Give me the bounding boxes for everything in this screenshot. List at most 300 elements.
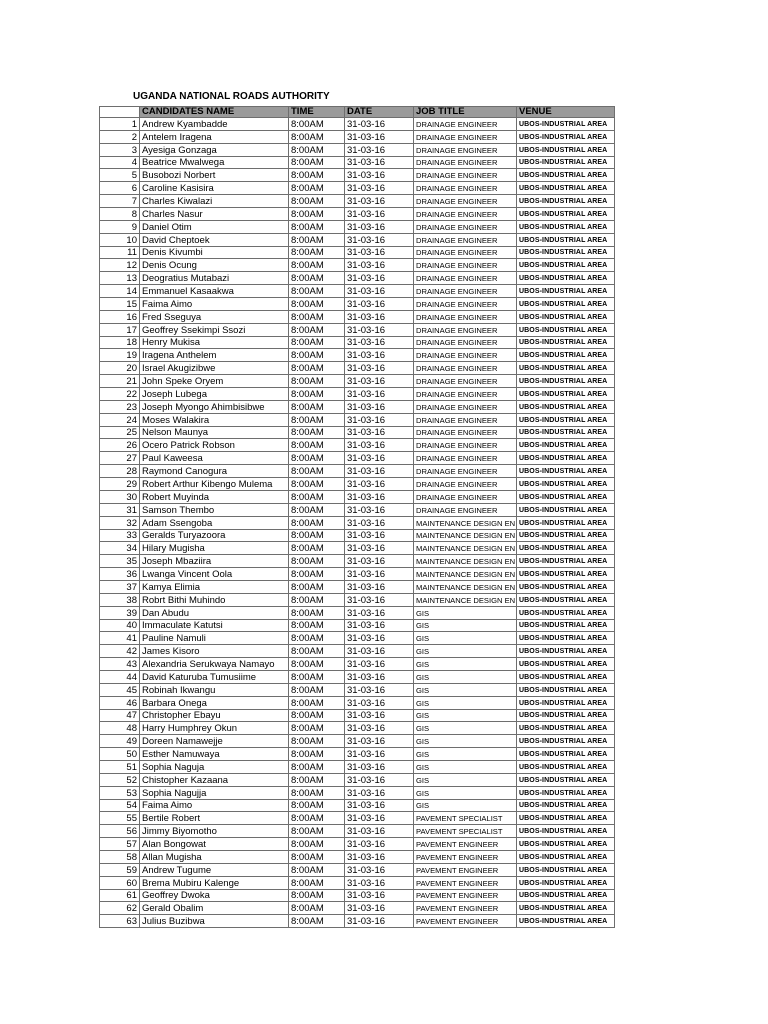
candidate-name: Charles Kiwalazi — [140, 195, 289, 208]
row-number: 54 — [100, 799, 140, 812]
time-cell: 8:00AM — [289, 619, 345, 632]
row-number: 26 — [100, 439, 140, 452]
venue-cell: UBOS-INDUSTRIAL AREA — [517, 310, 615, 323]
candidate-name: Kamya Elimia — [140, 580, 289, 593]
table-row — [100, 362, 615, 375]
candidate-name: Bertile Robert — [140, 812, 289, 825]
candidate-name: Joseph Mbaziira — [140, 555, 289, 568]
table-row — [100, 233, 615, 246]
table-row — [100, 902, 615, 915]
date-cell: 31-03-16 — [345, 696, 414, 709]
time-cell: 8:00AM — [289, 452, 345, 465]
date-cell: 31-03-16 — [345, 645, 414, 658]
table-row — [100, 812, 615, 825]
candidate-name: Raymond Canogura — [140, 465, 289, 478]
row-number: 46 — [100, 696, 140, 709]
table-row — [100, 259, 615, 272]
job-title-cell: DRAINAGE ENGINEER — [414, 478, 517, 491]
candidate-name: Julius Buzibwa — [140, 915, 289, 928]
date-cell: 31-03-16 — [345, 555, 414, 568]
row-number: 55 — [100, 812, 140, 825]
venue-cell: UBOS-INDUSTRIAL AREA — [517, 195, 615, 208]
candidate-name: Denis Kivumbi — [140, 246, 289, 259]
venue-cell: UBOS-INDUSTRIAL AREA — [517, 452, 615, 465]
time-cell: 8:00AM — [289, 773, 345, 786]
job-title-cell: MAINTENANCE DESIGN EN — [414, 593, 517, 606]
table-row — [100, 400, 615, 413]
date-cell: 31-03-16 — [345, 786, 414, 799]
date-cell: 31-03-16 — [345, 426, 414, 439]
table-row — [100, 413, 615, 426]
candidate-name: Adam Ssengoba — [140, 516, 289, 529]
table-row — [100, 748, 615, 761]
date-cell: 31-03-16 — [345, 889, 414, 902]
table-row — [100, 130, 615, 143]
venue-cell: UBOS-INDUSTRIAL AREA — [517, 555, 615, 568]
table-row — [100, 799, 615, 812]
job-title-cell: GIS — [414, 799, 517, 812]
venue-cell: UBOS-INDUSTRIAL AREA — [517, 645, 615, 658]
date-cell: 31-03-16 — [345, 632, 414, 645]
table-row — [100, 439, 615, 452]
table-row — [100, 285, 615, 298]
date-cell: 31-03-16 — [345, 722, 414, 735]
row-number: 8 — [100, 208, 140, 221]
candidate-name: Ocero Patrick Robson — [140, 439, 289, 452]
date-cell: 31-03-16 — [345, 400, 414, 413]
candidate-name: Doreen Namawejje — [140, 735, 289, 748]
job-title-cell: DRAINAGE ENGINEER — [414, 362, 517, 375]
venue-cell: UBOS-INDUSTRIAL AREA — [517, 413, 615, 426]
candidate-name: Pauline Namuli — [140, 632, 289, 645]
candidate-name: Henry Mukisa — [140, 336, 289, 349]
candidate-name: Alan Bongowat — [140, 838, 289, 851]
job-title-cell: DRAINAGE ENGINEER — [414, 169, 517, 182]
time-cell: 8:00AM — [289, 760, 345, 773]
table-row — [100, 310, 615, 323]
table-row — [100, 580, 615, 593]
date-cell: 31-03-16 — [345, 876, 414, 889]
candidate-name: Harry Humphrey Okun — [140, 722, 289, 735]
job-title-cell: GIS — [414, 645, 517, 658]
venue-cell: UBOS-INDUSTRIAL AREA — [517, 902, 615, 915]
venue-cell: UBOS-INDUSTRIAL AREA — [517, 426, 615, 439]
table-row — [100, 645, 615, 658]
table-row — [100, 375, 615, 388]
row-number: 59 — [100, 863, 140, 876]
time-cell: 8:00AM — [289, 529, 345, 542]
date-cell: 31-03-16 — [345, 850, 414, 863]
table-row — [100, 323, 615, 336]
time-cell: 8:00AM — [289, 632, 345, 645]
job-title-cell: DRAINAGE ENGINEER — [414, 259, 517, 272]
candidate-name: Andrew Kyambadde — [140, 118, 289, 131]
time-cell: 8:00AM — [289, 195, 345, 208]
job-title-cell: PAVEMENT ENGINEER — [414, 902, 517, 915]
row-number: 41 — [100, 632, 140, 645]
table-row — [100, 272, 615, 285]
venue-cell: UBOS-INDUSTRIAL AREA — [517, 760, 615, 773]
venue-cell: UBOS-INDUSTRIAL AREA — [517, 400, 615, 413]
job-title-cell: DRAINAGE ENGINEER — [414, 272, 517, 285]
candidate-name: Moses Walakira — [140, 413, 289, 426]
venue-cell: UBOS-INDUSTRIAL AREA — [517, 298, 615, 311]
date-cell: 31-03-16 — [345, 863, 414, 876]
candidate-name: Busobozi Norbert — [140, 169, 289, 182]
time-cell: 8:00AM — [289, 568, 345, 581]
time-cell: 8:00AM — [289, 709, 345, 722]
time-cell: 8:00AM — [289, 272, 345, 285]
time-cell: 8:00AM — [289, 683, 345, 696]
row-number: 34 — [100, 542, 140, 555]
venue-cell: UBOS-INDUSTRIAL AREA — [517, 233, 615, 246]
job-title-cell: PAVEMENT ENGINEER — [414, 838, 517, 851]
candidate-name: Charles Nasur — [140, 208, 289, 221]
row-number: 25 — [100, 426, 140, 439]
time-cell: 8:00AM — [289, 658, 345, 671]
date-cell: 31-03-16 — [345, 169, 414, 182]
row-number: 30 — [100, 490, 140, 503]
time-cell: 8:00AM — [289, 670, 345, 683]
header-date: DATE — [345, 107, 414, 118]
venue-cell: UBOS-INDUSTRIAL AREA — [517, 658, 615, 671]
table-row — [100, 863, 615, 876]
table-row — [100, 593, 615, 606]
venue-cell: UBOS-INDUSTRIAL AREA — [517, 748, 615, 761]
date-cell: 31-03-16 — [345, 658, 414, 671]
row-number: 20 — [100, 362, 140, 375]
row-number: 53 — [100, 786, 140, 799]
venue-cell: UBOS-INDUSTRIAL AREA — [517, 246, 615, 259]
row-number: 39 — [100, 606, 140, 619]
job-title-cell: PAVEMENT ENGINEER — [414, 850, 517, 863]
venue-cell: UBOS-INDUSTRIAL AREA — [517, 889, 615, 902]
candidate-name: Robinah Ikwangu — [140, 683, 289, 696]
candidates-table — [99, 106, 615, 928]
job-title-cell: DRAINAGE ENGINEER — [414, 452, 517, 465]
document-title: UGANDA NATIONAL ROADS AUTHORITY — [133, 91, 330, 102]
venue-cell: UBOS-INDUSTRIAL AREA — [517, 375, 615, 388]
job-title-cell: DRAINAGE ENGINEER — [414, 208, 517, 221]
candidate-name: Robert Muyinda — [140, 490, 289, 503]
venue-cell: UBOS-INDUSTRIAL AREA — [517, 516, 615, 529]
venue-cell: UBOS-INDUSTRIAL AREA — [517, 696, 615, 709]
candidate-name: Gerald Obalim — [140, 902, 289, 915]
time-cell: 8:00AM — [289, 645, 345, 658]
table-row — [100, 838, 615, 851]
row-number: 31 — [100, 503, 140, 516]
venue-cell: UBOS-INDUSTRIAL AREA — [517, 349, 615, 362]
table-row — [100, 246, 615, 259]
candidate-name: Allan Mugisha — [140, 850, 289, 863]
job-title-cell: MAINTENANCE DESIGN EN — [414, 580, 517, 593]
row-number: 42 — [100, 645, 140, 658]
time-cell: 8:00AM — [289, 503, 345, 516]
time-cell: 8:00AM — [289, 220, 345, 233]
date-cell: 31-03-16 — [345, 208, 414, 221]
row-number: 49 — [100, 735, 140, 748]
job-title-cell: GIS — [414, 735, 517, 748]
venue-cell: UBOS-INDUSTRIAL AREA — [517, 503, 615, 516]
job-title-cell: DRAINAGE ENGINEER — [414, 285, 517, 298]
date-cell: 31-03-16 — [345, 825, 414, 838]
row-number: 7 — [100, 195, 140, 208]
table-row — [100, 516, 615, 529]
table-row — [100, 388, 615, 401]
time-cell: 8:00AM — [289, 413, 345, 426]
candidate-name: Alexandria Serukwaya Namayo — [140, 658, 289, 671]
row-number: 2 — [100, 130, 140, 143]
row-number: 6 — [100, 182, 140, 195]
date-cell: 31-03-16 — [345, 683, 414, 696]
time-cell: 8:00AM — [289, 478, 345, 491]
row-number: 22 — [100, 388, 140, 401]
job-title-cell: PAVEMENT SPECIALIST — [414, 825, 517, 838]
time-cell: 8:00AM — [289, 748, 345, 761]
date-cell: 31-03-16 — [345, 182, 414, 195]
venue-cell: UBOS-INDUSTRIAL AREA — [517, 722, 615, 735]
date-cell: 31-03-16 — [345, 478, 414, 491]
time-cell: 8:00AM — [289, 850, 345, 863]
row-number: 35 — [100, 555, 140, 568]
date-cell: 31-03-16 — [345, 838, 414, 851]
venue-cell: UBOS-INDUSTRIAL AREA — [517, 208, 615, 221]
table-row — [100, 760, 615, 773]
time-cell: 8:00AM — [289, 863, 345, 876]
row-number: 29 — [100, 478, 140, 491]
time-cell: 8:00AM — [289, 388, 345, 401]
job-title-cell: DRAINAGE ENGINEER — [414, 182, 517, 195]
date-cell: 31-03-16 — [345, 902, 414, 915]
time-cell: 8:00AM — [289, 915, 345, 928]
job-title-cell: DRAINAGE ENGINEER — [414, 336, 517, 349]
job-title-cell: GIS — [414, 619, 517, 632]
date-cell: 31-03-16 — [345, 143, 414, 156]
date-cell: 31-03-16 — [345, 388, 414, 401]
table-row — [100, 850, 615, 863]
candidate-name: Caroline Kasisira — [140, 182, 289, 195]
table-row — [100, 182, 615, 195]
job-title-cell: MAINTENANCE DESIGN EN — [414, 555, 517, 568]
venue-cell: UBOS-INDUSTRIAL AREA — [517, 850, 615, 863]
date-cell: 31-03-16 — [345, 465, 414, 478]
candidate-name: Geralds Turyazoora — [140, 529, 289, 542]
job-title-cell: MAINTENANCE DESIGN EN — [414, 529, 517, 542]
candidate-name: Immaculate Katutsi — [140, 619, 289, 632]
venue-cell: UBOS-INDUSTRIAL AREA — [517, 876, 615, 889]
table-row — [100, 452, 615, 465]
time-cell: 8:00AM — [289, 400, 345, 413]
time-cell: 8:00AM — [289, 310, 345, 323]
row-number: 50 — [100, 748, 140, 761]
date-cell: 31-03-16 — [345, 452, 414, 465]
candidate-name: Geoffrey Ssekimpi Ssozi — [140, 323, 289, 336]
venue-cell: UBOS-INDUSTRIAL AREA — [517, 632, 615, 645]
candidate-name: Hilary Mugisha — [140, 542, 289, 555]
row-number: 27 — [100, 452, 140, 465]
candidate-name: Israel Akugizibwe — [140, 362, 289, 375]
venue-cell: UBOS-INDUSTRIAL AREA — [517, 285, 615, 298]
time-cell: 8:00AM — [289, 169, 345, 182]
table-row — [100, 465, 615, 478]
date-cell: 31-03-16 — [345, 490, 414, 503]
date-cell: 31-03-16 — [345, 542, 414, 555]
venue-cell: UBOS-INDUSTRIAL AREA — [517, 825, 615, 838]
row-number: 28 — [100, 465, 140, 478]
row-number: 63 — [100, 915, 140, 928]
venue-cell: UBOS-INDUSTRIAL AREA — [517, 542, 615, 555]
venue-cell: UBOS-INDUSTRIAL AREA — [517, 169, 615, 182]
table-row — [100, 195, 615, 208]
time-cell: 8:00AM — [289, 722, 345, 735]
job-title-cell: DRAINAGE ENGINEER — [414, 413, 517, 426]
candidate-name: David Cheptoek — [140, 233, 289, 246]
date-cell: 31-03-16 — [345, 606, 414, 619]
venue-cell: UBOS-INDUSTRIAL AREA — [517, 786, 615, 799]
job-title-cell: DRAINAGE ENGINEER — [414, 195, 517, 208]
time-cell: 8:00AM — [289, 593, 345, 606]
table-row — [100, 825, 615, 838]
venue-cell: UBOS-INDUSTRIAL AREA — [517, 439, 615, 452]
row-number: 56 — [100, 825, 140, 838]
date-cell: 31-03-16 — [345, 323, 414, 336]
venue-cell: UBOS-INDUSTRIAL AREA — [517, 336, 615, 349]
venue-cell: UBOS-INDUSTRIAL AREA — [517, 362, 615, 375]
table-row — [100, 220, 615, 233]
date-cell: 31-03-16 — [345, 748, 414, 761]
job-title-cell: GIS — [414, 773, 517, 786]
candidate-name: Chistopher Kazaana — [140, 773, 289, 786]
date-cell: 31-03-16 — [345, 709, 414, 722]
date-cell: 31-03-16 — [345, 799, 414, 812]
job-title-cell: MAINTENANCE DESIGN EN — [414, 568, 517, 581]
candidate-name: Robrt Bithi Muhindo — [140, 593, 289, 606]
date-cell: 31-03-16 — [345, 670, 414, 683]
date-cell: 31-03-16 — [345, 375, 414, 388]
row-number: 4 — [100, 156, 140, 169]
date-cell: 31-03-16 — [345, 503, 414, 516]
table-row — [100, 426, 615, 439]
job-title-cell: DRAINAGE ENGINEER — [414, 118, 517, 131]
row-number: 57 — [100, 838, 140, 851]
date-cell: 31-03-16 — [345, 619, 414, 632]
row-number: 58 — [100, 850, 140, 863]
candidate-name: Esther Namuwaya — [140, 748, 289, 761]
row-number: 16 — [100, 310, 140, 323]
venue-cell: UBOS-INDUSTRIAL AREA — [517, 683, 615, 696]
venue-cell: UBOS-INDUSTRIAL AREA — [517, 478, 615, 491]
job-title-cell: DRAINAGE ENGINEER — [414, 426, 517, 439]
date-cell: 31-03-16 — [345, 529, 414, 542]
candidate-name: Ayesiga Gonzaga — [140, 143, 289, 156]
candidate-name: Samson Thembo — [140, 503, 289, 516]
candidate-name: Daniel Otim — [140, 220, 289, 233]
date-cell: 31-03-16 — [345, 259, 414, 272]
date-cell: 31-03-16 — [345, 812, 414, 825]
venue-cell: UBOS-INDUSTRIAL AREA — [517, 143, 615, 156]
table-row — [100, 156, 615, 169]
time-cell: 8:00AM — [289, 208, 345, 221]
candidate-name: Antelem Iragena — [140, 130, 289, 143]
time-cell: 8:00AM — [289, 799, 345, 812]
candidate-name: Andrew Tugume — [140, 863, 289, 876]
venue-cell: UBOS-INDUSTRIAL AREA — [517, 593, 615, 606]
candidate-name: Beatrice Mwalwega — [140, 156, 289, 169]
time-cell: 8:00AM — [289, 182, 345, 195]
row-number: 19 — [100, 349, 140, 362]
job-title-cell: GIS — [414, 786, 517, 799]
candidate-name: Faima Aimo — [140, 298, 289, 311]
row-number: 38 — [100, 593, 140, 606]
venue-cell: UBOS-INDUSTRIAL AREA — [517, 490, 615, 503]
job-title-cell: PAVEMENT ENGINEER — [414, 863, 517, 876]
time-cell: 8:00AM — [289, 439, 345, 452]
time-cell: 8:00AM — [289, 606, 345, 619]
candidate-name: Geoffrey Dwoka — [140, 889, 289, 902]
date-cell: 31-03-16 — [345, 593, 414, 606]
candidate-name: John Speke Oryem — [140, 375, 289, 388]
table-row — [100, 735, 615, 748]
row-number: 11 — [100, 246, 140, 259]
row-number: 51 — [100, 760, 140, 773]
job-title-cell: DRAINAGE ENGINEER — [414, 400, 517, 413]
job-title-cell: PAVEMENT ENGINEER — [414, 876, 517, 889]
table-row — [100, 632, 615, 645]
job-title-cell: GIS — [414, 606, 517, 619]
venue-cell: UBOS-INDUSTRIAL AREA — [517, 812, 615, 825]
venue-cell: UBOS-INDUSTRIAL AREA — [517, 799, 615, 812]
date-cell: 31-03-16 — [345, 220, 414, 233]
row-number: 9 — [100, 220, 140, 233]
row-number: 48 — [100, 722, 140, 735]
time-cell: 8:00AM — [289, 825, 345, 838]
time-cell: 8:00AM — [289, 143, 345, 156]
date-cell: 31-03-16 — [345, 568, 414, 581]
header-time: TIME — [289, 107, 345, 118]
row-number: 44 — [100, 670, 140, 683]
venue-cell: UBOS-INDUSTRIAL AREA — [517, 915, 615, 928]
venue-cell: UBOS-INDUSTRIAL AREA — [517, 838, 615, 851]
row-number: 10 — [100, 233, 140, 246]
row-number: 13 — [100, 272, 140, 285]
date-cell: 31-03-16 — [345, 246, 414, 259]
venue-cell: UBOS-INDUSTRIAL AREA — [517, 606, 615, 619]
table-row — [100, 555, 615, 568]
row-number: 62 — [100, 902, 140, 915]
venue-cell: UBOS-INDUSTRIAL AREA — [517, 272, 615, 285]
job-title-cell: DRAINAGE ENGINEER — [414, 246, 517, 259]
header-job-title: JOB TITLE — [414, 107, 517, 118]
job-title-cell: GIS — [414, 683, 517, 696]
date-cell: 31-03-16 — [345, 915, 414, 928]
row-number: 43 — [100, 658, 140, 671]
job-title-cell: DRAINAGE ENGINEER — [414, 156, 517, 169]
date-cell: 31-03-16 — [345, 439, 414, 452]
job-title-cell: GIS — [414, 709, 517, 722]
job-title-cell: DRAINAGE ENGINEER — [414, 388, 517, 401]
venue-cell: UBOS-INDUSTRIAL AREA — [517, 773, 615, 786]
time-cell: 8:00AM — [289, 812, 345, 825]
venue-cell: UBOS-INDUSTRIAL AREA — [517, 529, 615, 542]
row-number: 52 — [100, 773, 140, 786]
job-title-cell: DRAINAGE ENGINEER — [414, 349, 517, 362]
header-venue: VENUE — [517, 107, 615, 118]
date-cell: 31-03-16 — [345, 580, 414, 593]
venue-cell: UBOS-INDUSTRIAL AREA — [517, 863, 615, 876]
job-title-cell: PAVEMENT ENGINEER — [414, 915, 517, 928]
venue-cell: UBOS-INDUSTRIAL AREA — [517, 182, 615, 195]
job-title-cell: GIS — [414, 696, 517, 709]
